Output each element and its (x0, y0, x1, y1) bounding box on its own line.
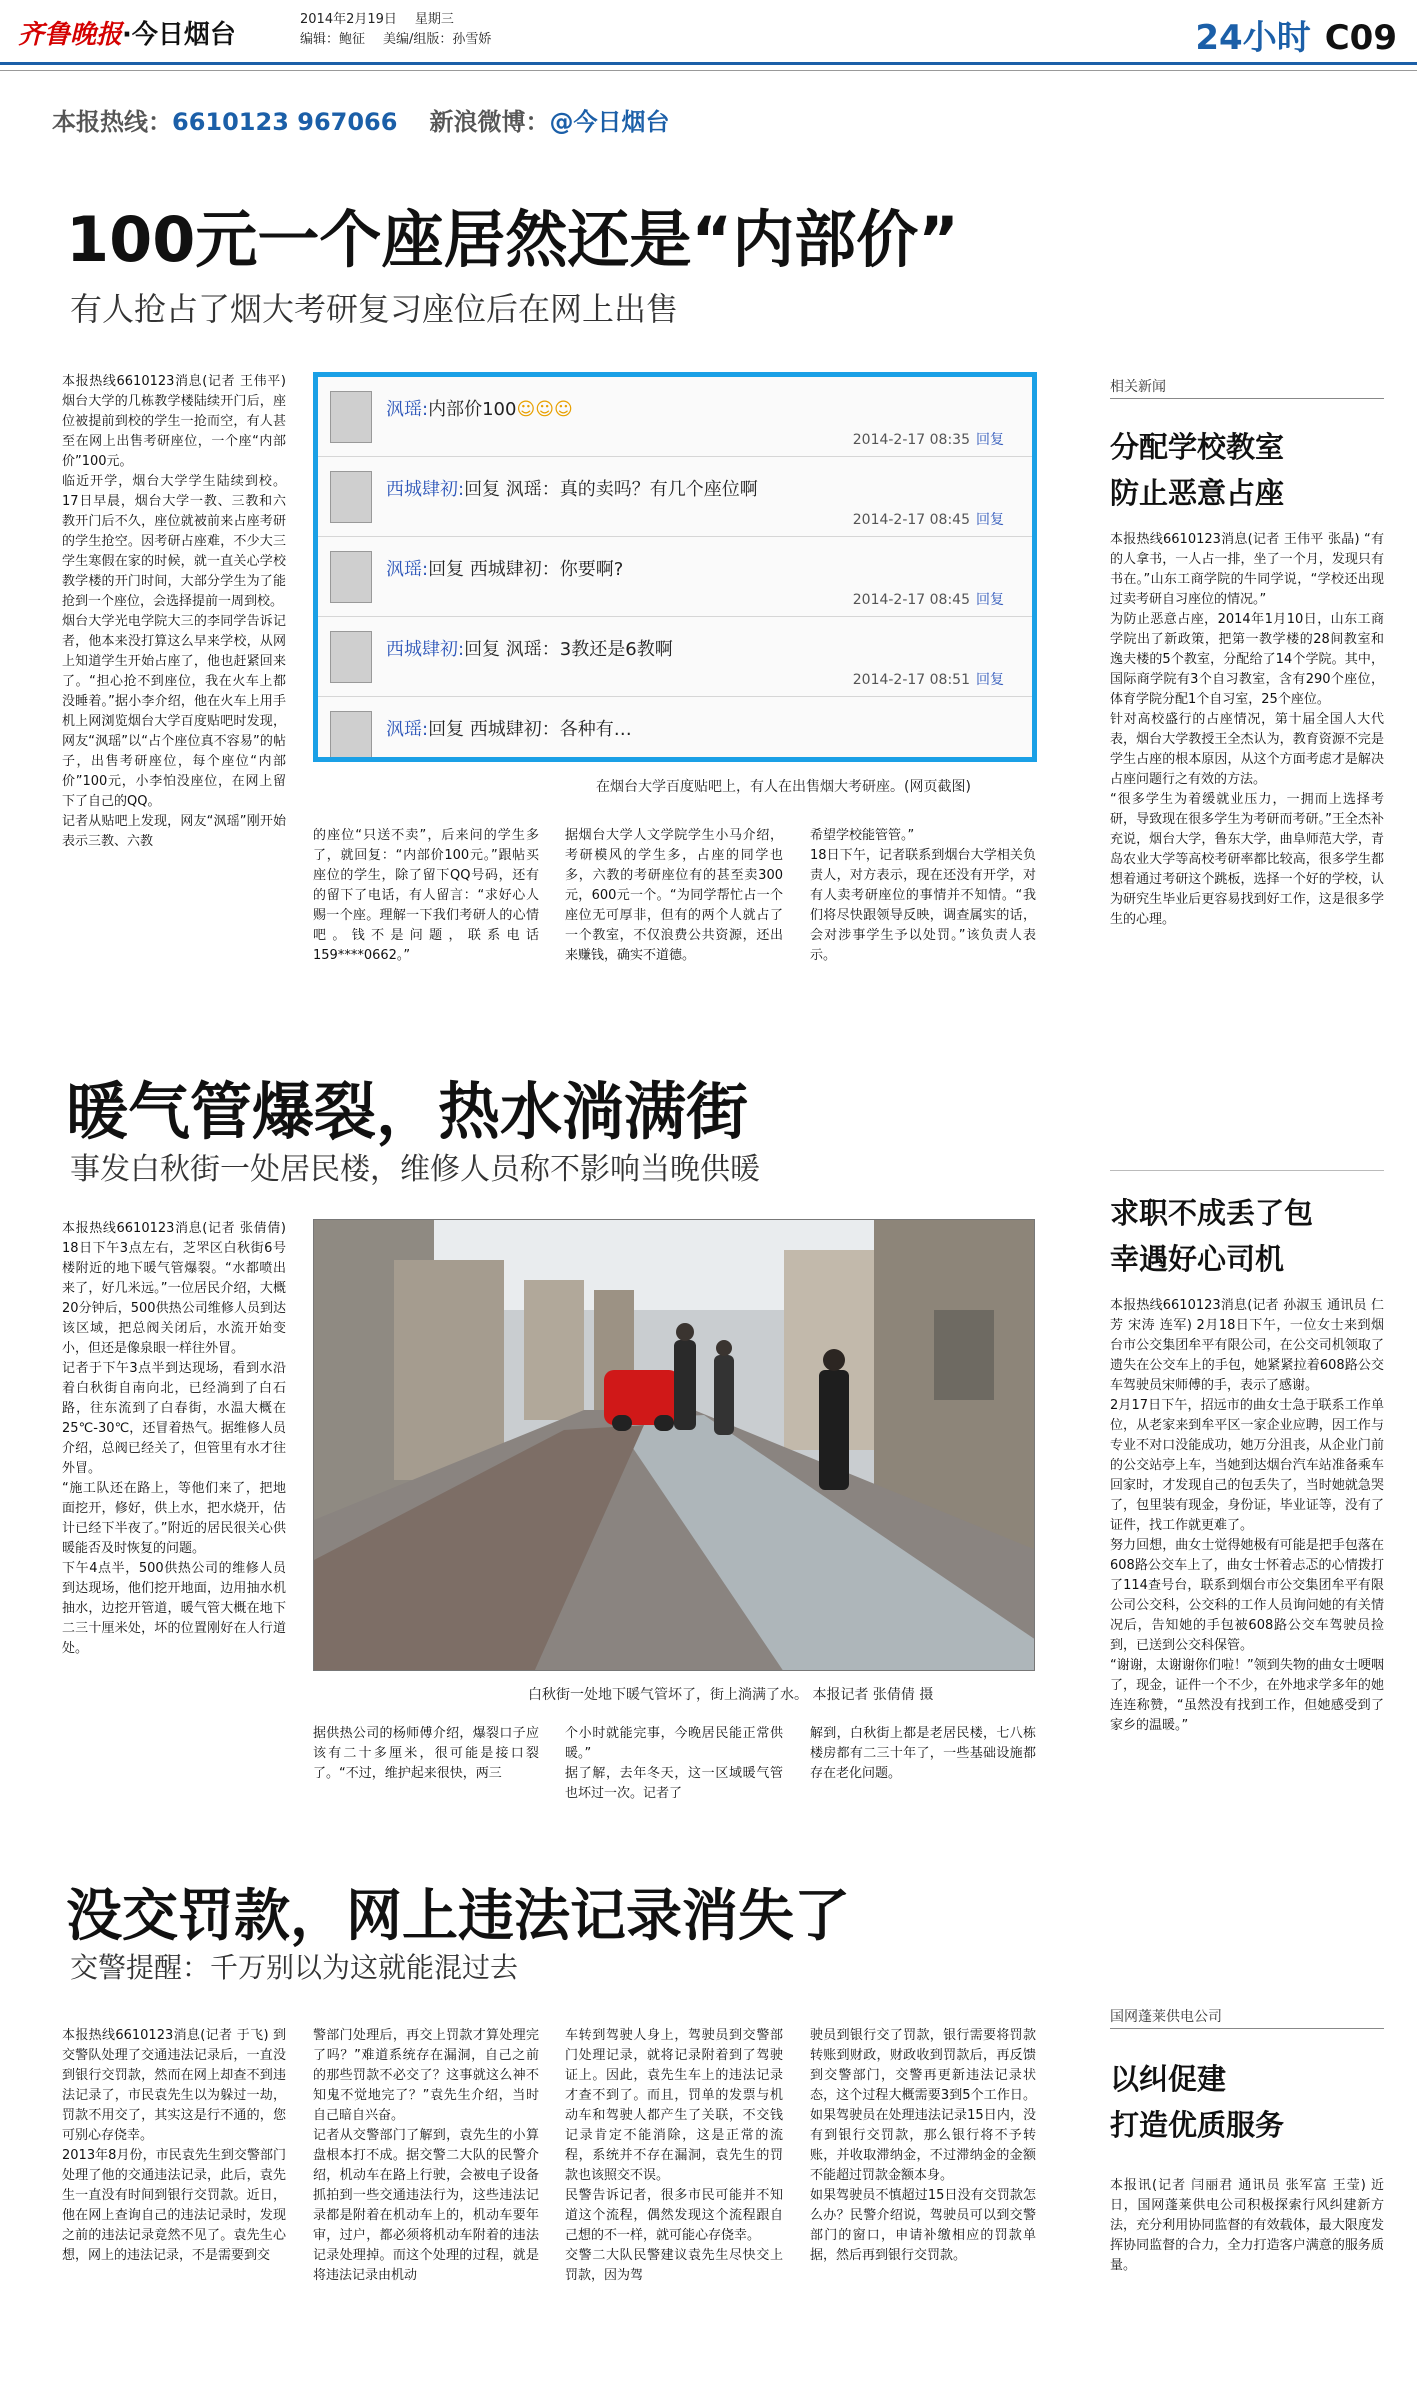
story2-subhead: 事发白秋街一处居民楼，维修人员称不影响当晚供暖 (70, 1152, 760, 1187)
story3-column-2: 警部门处理后，再交上罚款才算处理完了吗？”难道系统存在漏洞，自己之前的那些罚款不必交了？这事就这么神不知鬼不觉地完了？”袁先生介绍，当时自己暗自兴奋。 记者从交警部门了解到，袁先生的小算盘根本打不成。据交警二大队的民警介绍，机动车在路上行驶，会被电子设备抓拍到一些交通违法行为，这些违法记录都是附着在机动车上的，机动车要年审，过户，都必须将机动车附着的违法记录处理掉。而这个处理的过程，就是将违法记录由机动 (313, 2028, 539, 2283)
issue-weekday: 星期三 (414, 12, 454, 27)
post-user: 西城肆初: (386, 639, 465, 660)
sidebar-divider (1110, 1170, 1384, 1171)
avatar (330, 711, 372, 762)
story3-column-3: 车转到驾驶人身上，驾驶员到交警部门处理记录，就将记录附着到了驾驶证上。因此，袁先生车上的违法记录才查不到了。而且，罚单的发票与机动车和驾驶人都产生了关联，不交钱记录肯定不能消除，这是正常的流程，系统并不存在漏洞，袁先生的罚款也该照交不误。 民警告诉记者，很多市民可能并不知道这个流程，偶然发现这个流程跟自己想的不一样，就可能心存侥幸。 交警二大队民警建议袁先生尽快交上罚款，因为驾 (565, 2028, 783, 2283)
story2-column-4: 解到，白秋街上都是老居民楼，七八栋楼房都有二三十年了，一些基础设施都存在老化问题。 (810, 1726, 1036, 1781)
post-body: 回复 沨瑶：真的卖吗？有几个座位啊 (464, 479, 758, 500)
post-user: 沨瑶: (386, 559, 429, 580)
emoji-icon: ☺☺☺ (516, 399, 573, 420)
sidebar-story-b-line2: 幸遇好心司机 (1110, 1242, 1285, 1276)
masthead (0, 0, 1417, 62)
story3-subhead: 交警提醒：千万别以为这就能混过去 (70, 1951, 519, 1984)
story1-column-3: 据烟台大学人文学院学生小马介绍，考研模风的学生多，占座的同学也多，六教的考研座位有的甚至卖300元，600元一个。“为同学帮忙占一个座位无可厚非，但有的两个人就占了一个教室，不仅浪费公共资源，还出来赚钱，确实不道德。 (565, 828, 783, 963)
sidebar-story-b-headline (1110, 1190, 1313, 1282)
post-body: 回复 沨瑶：3教还是6教啊 (464, 639, 673, 660)
masthead-meta (300, 10, 509, 50)
reply-link: 回复 (976, 672, 1004, 688)
post-time: 2014-2-17 08:35 (852, 432, 970, 448)
avatar (330, 551, 372, 603)
ad-tag-rule (1110, 2028, 1384, 2029)
avatar (330, 631, 372, 683)
editor-credit: 编辑：鲍征 (300, 32, 366, 47)
sidebar-story-a-body: 本报热线6610123消息(记者 王伟平 张晶) “有的人拿书，一人占一排，坐了一个月，发现只有书在。”山东工商学院的牛同学说，“学校还出现过卖考研自习座位的情况。” 为防止恶意占座，2014年1月10日，山东工商学院出了新政策，把第一教学楼的28间教室和逸夫楼的5个教室，分配给了14个学院。其中，国际商学院有3个自习教室，含有290个座位，体育学院分配1个自习室，25个座位。 针对高校盛行的占座情况，第十届全国人大代表，烟台大学教授王全杰认为，教育资源不完是学生占座的根本原因，从这个方面考虑才是解决占座问题行之有效的方法。 “很多学生为着缓就业压力，一拥而上选择考研，导致现在很多学生为考研而考研。”王全杰补充说，烟台大学，鲁东大学，曲阜师范大学，青岛农业大学等高校考研率都比较高，很多学生都想着通过考研这个跳板，选择一个好的学校，认为研究生毕业后更容易找到好工作，这是很多学生的心理。 (1110, 532, 1384, 927)
issue-date: 2014年2月19日 (300, 12, 397, 27)
weibo-label: 新浪微博： (429, 108, 550, 136)
story3-headline: 没交罚款，网上违法记录消失了 (66, 1884, 850, 1949)
forum-post (318, 537, 1032, 617)
masthead-brand (18, 14, 236, 51)
story1-column-2: 的座位“只送不卖”，后来问的学生多了，就回复：“内部价100元。”跟帖买座位的学生，除了留下QQ号码，还有的留下了电话，有人留言：“求好心人赐一个座。理解一下我们考研人的心情吧。钱不是问题，联系电话159****0662。” (313, 828, 539, 963)
brand-logo: 齐鲁晚报 (18, 20, 123, 50)
sidebar-tag-rule (1110, 398, 1384, 399)
ad-body: 本报讯(记者 闫丽君 通讯员 张军富 王莹) 近日，国网蓬莱供电公司积极探索行风纠建新方法，充分利用协同监督的有效载体，最大限度发挥协同监督的合力，全力打造客户满意的服务质量。 (1110, 2178, 1384, 2273)
post-body: 回复 西城肆初：你要啊? (428, 559, 624, 580)
post-time: 2014-2-17 08:45 (852, 592, 970, 608)
forum-post (318, 377, 1032, 457)
weibo-handle: @今日烟台 (549, 108, 670, 136)
masthead-rule (0, 62, 1417, 68)
story2-column-2: 据供热公司的杨师傅介绍，爆裂口子应该有二十多厘米，很可能是接口裂了。“不过，维护起来很快，两三 (313, 1726, 539, 1781)
post-body: 内部价100 (428, 399, 517, 420)
story1-headline: 100元一个座居然还是“内部价” (66, 203, 959, 276)
forum-caption: 在烟台大学百度贴吧上，有人在出售烟大考研座。(网页截图) (596, 779, 971, 795)
reply-link: 回复 (976, 512, 1004, 528)
ad-headline-line1: 以纠促建 (1110, 2062, 1227, 2096)
sidebar-story-a-headline (1110, 424, 1284, 516)
story3-column-4: 驶员到银行交了罚款，银行需要将罚款转账到财政，财政收到罚款后，再反馈到交警部门，交警再更新违法记录状态，这个过程大概需要3到5个工作日。如果驾驶员在处理违法记录15日内，没有到银行交罚款，那么银行将不予转账，并收取滞纳金，不过滞纳金的金额不能超过罚款金额本身。 如果驾驶员不慎超过15日没有交罚款怎么办？民警介绍说，驾驶员可以到交警部门的窗口，申请补缴相应的罚款单据，然后再到银行交罚款。 (810, 2028, 1036, 2263)
post-user: 沨瑶: (386, 399, 429, 420)
avatar (330, 391, 372, 443)
ad-headline-line2: 打造优质服务 (1110, 2108, 1285, 2142)
photo-caption: 白秋街一处地下暖气管坏了，街上淌满了水。 本报记者 张倩倩 摄 (528, 1687, 934, 1703)
reply-link: 回复 (976, 432, 1004, 448)
section-tagline: 24小时 (1195, 18, 1311, 58)
avatar (330, 471, 372, 523)
forum-post (318, 697, 1032, 762)
hotline-numbers: 6610123 967066 (172, 108, 398, 136)
hotline-label: 本报热线： (52, 108, 172, 136)
reply-link: 回复 (976, 592, 1004, 608)
forum-screenshot (313, 372, 1037, 762)
designer-credit: 美编/组版：孙雪娇 (383, 32, 492, 47)
post-time: 2014-2-17 08:51 (852, 672, 970, 688)
masthead-rule-thin (0, 70, 1417, 71)
hotline-bar (52, 102, 669, 137)
post-time: 2014-2-17 08:45 (852, 512, 970, 528)
ad-tag: 国网蓬莱供电公司 (1110, 2009, 1222, 2025)
story2-column-1: 本报热线6610123消息(记者 张倩倩) 18日下午3点左右，芝罘区白秋街6号楼附近的地下暖气管爆裂。“水都喷出来了，好几米远。”一位居民介绍，大概20分钟后，500供热公司维修人员到达该区域，把总阀关闭后，水流开始变小，但还是像泉眼一样往外冒。 记者于下午3点半到达现场，看到水沿着白秋街自南向北，已经淌到了白石路，往东流到了白春街，水温大概在25℃-30℃，还冒着热气。据维修人员介绍，总阀已经关了，但管里有水才往外冒。 “施工队还在路上，等他们来了，把地面挖开，修好，供上水，把水烧开，估计已经下半夜了。”附近的居民很关心供暖能否及时恢复的问题。 下午4点半，500供热公司的维修人员到达现场，他们挖开地面，边用抽水机抽水，边挖开管道，暖气管大概在地下二三十厘米处，坏的位置刚好在人行道处。 (62, 1221, 286, 1656)
post-body: 回复 西城肆初：各种有… (428, 719, 632, 740)
forum-post (318, 457, 1032, 537)
post-user: 西城肆初: (386, 479, 465, 500)
story3-column-1: 本报热线6610123消息(记者 于飞) 到交警队处理了交通违法记录后，一直没到银行交罚款，然而在网上却查不到违法记录了，市民袁先生以为躲过一劫，罚款不用交了，其实这是行不通的，您可别心存侥幸。 2013年8月份，市民袁先生到交警部门处理了他的交通违法记录，此后，袁先生一直没有时间到银行交罚款。近日，他在网上查询自己的违法记录时，发现之前的违法记录竟然不见了。袁先生心想，网上的违法记录，不是需要到交 (62, 2028, 286, 2263)
post-user: 沨瑶: (386, 719, 429, 740)
story1-subhead: 有人抢占了烟大考研复习座位后在网上出售 (70, 290, 679, 328)
story1-column-4: 希望学校能管管。” 18日下午，记者联系到烟台大学相关负责人，对方表示，现在还没有开学，对有人卖考研座位的事情并不知情。“我们将尽快跟领导反映，调查属实的话，会对涉事学生予以处罚。”该负责人表示。 (810, 828, 1036, 963)
story2-headline: 暖气管爆裂，热水淌满街 (66, 1075, 749, 1148)
forum-post (318, 617, 1032, 697)
sidebar-story-a-line2: 防止恶意占座 (1110, 476, 1285, 510)
street-photo (313, 1219, 1035, 1671)
sidebar-story-b-body: 本报热线6610123消息(记者 孙淑玉 通讯员 仁芳 宋涛 连军) 2月18日下午，一位女士来到烟台市公交集团牟平有限公司，在公交司机领取了遗失在公交车上的手包，她紧紧拉着608路公交车驾驶员宋师傅的手，表示了感谢。 2月17日下午，招远市的曲女士急于联系工作单位，从老家来到牟平区一家企业应聘，因工作与专业不对口没能成功，她万分沮丧，从企业门前的公交站亭上车，当她到达烟台汽车站准备乘车回家时，才发现自己的包丢失了，当时她就急哭了，包里装有现金，身份证，毕业证等，没有了证件，找工作就更难了。 努力回想，曲女士觉得她极有可能是把手包落在608路公交车上了，曲女士怀着忐忑的心情拨打了114查号台，联系到烟台市公交集团牟平有限公司公交科，公交科的工作人员询问她的有关情况后，告知她的手包被608路公交车驾驶员捡到，已送到公交科保管。 “谢谢，太谢谢你们啦！”领到失物的曲女士哽咽了，现金，证件一个不少，在外地求学多年的她连连称赞，“虽然没有找到工作，但她感受到了家乡的温暖。” (1110, 1298, 1384, 1733)
story1-column-1: 本报热线6610123消息(记者 王伟平) 烟台大学的几栋教学楼陆续开门后，座位被提前到校的学生一抢而空，有人甚至在网上出售考研座位，一个座“内部价”100元。 临近开学，烟台大学学生陆续到校。17日早晨，烟台大学一教、三教和六教开门后不久，座位就被前来占座考研的学生抢空。因考研占座难，不少大三学生寒假在家的时候，就一直关心学校教学楼的开门时间，大部分学生为了能抢到一个座位，会选择提前一周到校。 烟台大学光电学院大三的李同学告诉记者，他本来没打算这么早来学校，从网上知道学生开始占座了，他也赶紧回来了。“担心抢不到座位，我在火车上都没睡着。”据小李介绍，他在火车上用手机上网浏览烟台大学百度贴吧时发现，网友“沨瑶”以“占个座位真不容易”的帖子，出售考研座位，每个座位“内部价”100元，小李怕没座位，在网上留下了自己的QQ。 记者从贴吧上发现，网友“沨瑶”刚开始表示三教、六教 (62, 374, 286, 849)
sidebar-tag: 相关新闻 (1110, 379, 1166, 395)
street-photo-image (314, 1220, 1035, 1671)
story2-column-3: 个小时就能完事，今晚居民能正常供暖。” 据了解，去年冬天，这一区域暖气管也坏过一次。记者了 (565, 1726, 783, 1801)
sidebar-story-b-line1: 求职不成丢了包 (1110, 1196, 1314, 1230)
sidebar-story-a-line1: 分配学校教室 (1110, 430, 1285, 464)
section-name: ·今日烟台 (122, 20, 236, 50)
ad-headline (1110, 2056, 1284, 2148)
page-number: C09 (1324, 18, 1397, 58)
masthead-right (1195, 10, 1397, 59)
